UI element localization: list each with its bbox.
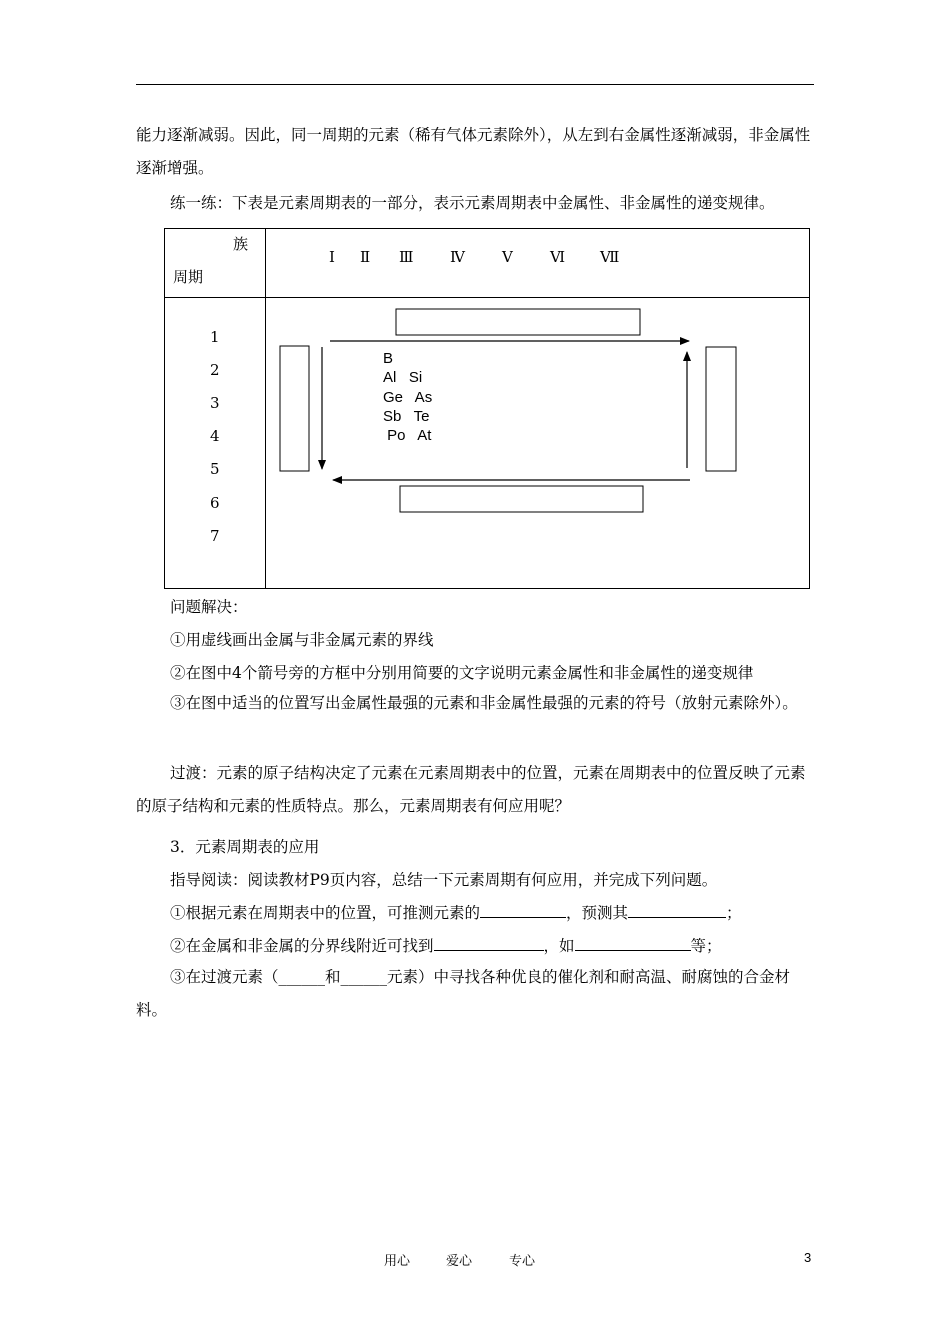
fill-item-2 <box>170 934 722 956</box>
element-row: Al Si <box>383 369 423 386</box>
transition-paragraph: 过渡：元素的原子结构决定了元素在元素周期表中的位置，元素在周期表中的位置反映了元素的原子结构和元素的性质特点。那么，元素周期表有何应用呢？ <box>136 764 806 815</box>
right-answer-box[interactable] <box>706 347 736 471</box>
footer-word: 用心 <box>384 1254 411 1269</box>
blank-field[interactable] <box>434 936 544 951</box>
group-label: Ⅰ <box>329 248 335 266</box>
period-label: 6 <box>210 494 220 512</box>
blank-field[interactable] <box>480 903 566 918</box>
footer-word: 爱心 <box>446 1254 473 1269</box>
question-1: ①用虚线画出金属与非金属元素的界线 <box>170 631 434 649</box>
footer-word: 专心 <box>509 1254 536 1269</box>
section-title: 3．元素周期表的应用 <box>170 838 320 856</box>
group-label: Ⅱ <box>360 248 371 266</box>
fill-item-1-text-a: ①根据元素在周期表中的位置，可推测元素的 <box>170 904 481 922</box>
fill-item-1-text-c: ； <box>726 904 742 922</box>
bottom-answer-box[interactable] <box>400 486 643 512</box>
group-label: Ⅶ <box>600 248 620 266</box>
left-answer-box[interactable] <box>280 346 309 471</box>
fill-item-1 <box>170 901 742 923</box>
group-label: Ⅳ <box>450 248 465 266</box>
questions-title: 问题解决： <box>170 598 248 616</box>
period-label: 4 <box>210 427 220 445</box>
period-label: 2 <box>210 361 220 379</box>
header-period-label: 周期 <box>173 268 204 286</box>
element-row: B <box>383 350 394 367</box>
page-number: 3 <box>804 1250 812 1265</box>
top-answer-box[interactable] <box>396 309 640 335</box>
question-2: ②在图中4个箭号旁的方框中分别用简要的文字说明元素金属性和非金属性的递变规律 <box>170 664 754 682</box>
blank-field[interactable] <box>575 936 691 951</box>
fill-item-2-text-a: ②在金属和非金属的分界线附近可找到 <box>170 937 434 955</box>
group-label: Ⅲ <box>399 248 414 266</box>
element-row: Po At <box>383 427 432 444</box>
paragraph-metal-trend: 能力逐渐减弱。因此，同一周期的元素（稀有气体元素除外），从左到右金属性逐渐减弱，非金属性逐渐增强。 <box>136 126 811 177</box>
period-label: 5 <box>210 460 220 478</box>
period-label: 1 <box>210 328 220 346</box>
guide-reading: 指导阅读：阅读教材P9页内容，总结一下元素周期有何应用，并完成下列问题。 <box>170 871 718 889</box>
period-label: 3 <box>210 394 220 412</box>
header-group-label: 族 <box>233 235 249 253</box>
fill-item-2-text-c: 等； <box>690 937 722 955</box>
fill-item-3: ③在过渡元素（______和______元素）中寻找各种优良的催化剂和耐高温、耐腐蚀的合金材料。 <box>136 968 791 1019</box>
fill-item-2-text-b: ，如 <box>543 937 575 955</box>
element-row: Ge As <box>383 389 433 406</box>
paragraph-exercise: 练一练：下表是元素周期表的一部分，表示元素周期表中金属性、非金属性的递变规律。 <box>170 194 775 212</box>
blank-field[interactable] <box>628 903 726 918</box>
element-row: Sb Te <box>383 408 430 425</box>
group-label: Ⅴ <box>502 248 513 266</box>
period-label: 7 <box>210 527 220 545</box>
group-label: Ⅵ <box>550 248 566 266</box>
fill-item-1-text-b: ，预测其 <box>566 904 629 922</box>
question-3: ③在图中适当的位置写出金属性最强的元素和非金属性最强的元素的符号（放射元素除外）。 <box>170 694 798 712</box>
